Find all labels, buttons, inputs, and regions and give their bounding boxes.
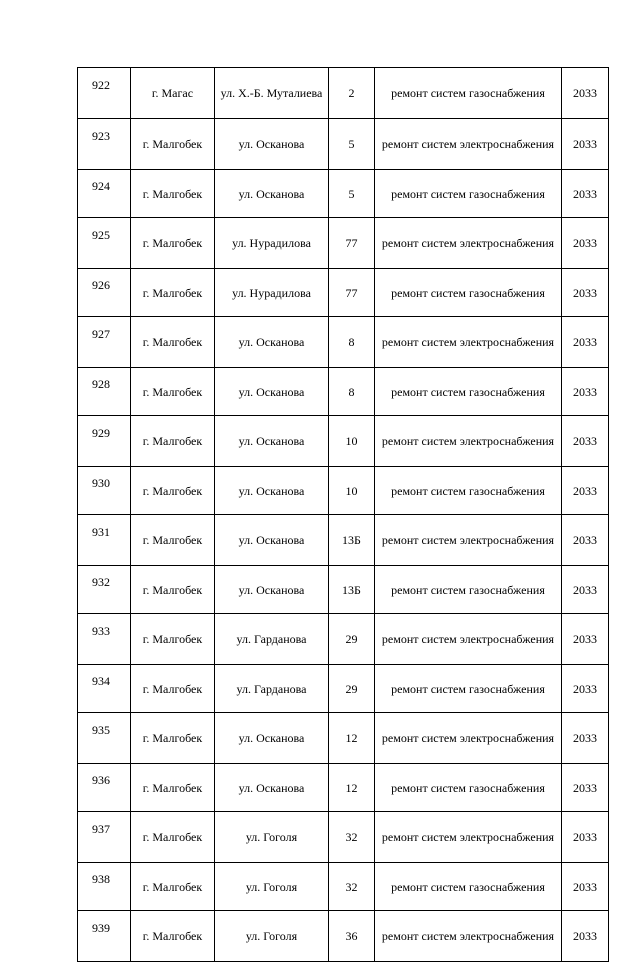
table-row [78,665,609,713]
city-cell: г. Малгобек [131,911,215,962]
house-number-cell: 5 [329,119,375,170]
work-type-cell: ремонт систем газоснабжения [375,863,562,911]
house-number-cell: 13Б [329,566,375,614]
year-cell: 2033 [562,119,609,170]
house-number-cell: 2 [329,68,375,119]
city-cell: г. Малгобек [131,515,215,566]
row-number-cell: 937 [78,812,131,863]
house-number-cell: 12 [329,713,375,764]
table-row [78,764,609,812]
year-cell: 2033 [562,614,609,665]
table-row [78,119,609,170]
table-row [78,218,609,269]
street-cell: ул. Гоголя [215,911,329,962]
table-row [78,368,609,416]
table-row [78,614,609,665]
city-cell: г. Малгобек [131,812,215,863]
work-type-cell: ремонт систем газоснабжения [375,68,562,119]
row-number-cell: 930 [78,467,131,515]
year-cell: 2033 [562,812,609,863]
street-cell: ул. Осканова [215,467,329,515]
work-type-cell: ремонт систем газоснабжения [375,170,562,218]
year-cell: 2033 [562,863,609,911]
table-row [78,269,609,317]
city-cell: г. Малгобек [131,119,215,170]
city-cell: г. Магас [131,68,215,119]
street-cell: ул. Осканова [215,170,329,218]
row-number-cell: 924 [78,170,131,218]
city-cell: г. Малгобек [131,317,215,368]
house-number-cell: 77 [329,218,375,269]
row-number-cell: 928 [78,368,131,416]
street-cell: ул. Гарданова [215,665,329,713]
work-type-cell: ремонт систем электроснабжения [375,416,562,467]
house-number-cell: 12 [329,764,375,812]
street-cell: ул. Осканова [215,764,329,812]
street-cell: ул. Осканова [215,566,329,614]
row-number-cell: 929 [78,416,131,467]
work-type-cell: ремонт систем газоснабжения [375,566,562,614]
work-type-cell: ремонт систем электроснабжения [375,911,562,962]
work-type-cell: ремонт систем электроснабжения [375,713,562,764]
city-cell: г. Малгобек [131,170,215,218]
house-number-cell: 32 [329,863,375,911]
year-cell: 2033 [562,218,609,269]
city-cell: г. Малгобек [131,269,215,317]
street-cell: ул. Гарданова [215,614,329,665]
table-row [78,713,609,764]
row-number-cell: 938 [78,863,131,911]
year-cell: 2033 [562,515,609,566]
work-type-cell: ремонт систем газоснабжения [375,764,562,812]
row-number-cell: 922 [78,68,131,119]
work-type-cell: ремонт систем электроснабжения [375,218,562,269]
street-cell: ул. Осканова [215,119,329,170]
work-type-cell: ремонт систем электроснабжения [375,317,562,368]
row-number-cell: 932 [78,566,131,614]
year-cell: 2033 [562,416,609,467]
row-number-cell: 926 [78,269,131,317]
table-body [78,68,609,962]
row-number-cell: 935 [78,713,131,764]
table-row [78,515,609,566]
city-cell: г. Малгобек [131,368,215,416]
house-number-cell: 8 [329,368,375,416]
house-number-cell: 8 [329,317,375,368]
work-type-cell: ремонт систем газоснабжения [375,665,562,713]
street-cell: ул. Осканова [215,515,329,566]
city-cell: г. Малгобек [131,614,215,665]
year-cell: 2033 [562,764,609,812]
street-cell: ул. Х.-Б. Муталиева [215,68,329,119]
street-cell: ул. Нурадилова [215,269,329,317]
row-number-cell: 931 [78,515,131,566]
year-cell: 2033 [562,170,609,218]
work-type-cell: ремонт систем газоснабжения [375,467,562,515]
street-cell: ул. Гоголя [215,863,329,911]
work-type-cell: ремонт систем газоснабжения [375,269,562,317]
row-number-cell: 933 [78,614,131,665]
year-cell: 2033 [562,911,609,962]
table-row [78,812,609,863]
table-row [78,170,609,218]
city-cell: г. Малгобек [131,764,215,812]
year-cell: 2033 [562,269,609,317]
year-cell: 2033 [562,368,609,416]
work-type-cell: ремонт систем электроснабжения [375,119,562,170]
row-number-cell: 939 [78,911,131,962]
city-cell: г. Малгобек [131,863,215,911]
house-number-cell: 10 [329,416,375,467]
row-number-cell: 923 [78,119,131,170]
city-cell: г. Малгобек [131,713,215,764]
work-type-cell: ремонт систем газоснабжения [375,368,562,416]
row-number-cell: 925 [78,218,131,269]
year-cell: 2033 [562,467,609,515]
city-cell: г. Малгобек [131,416,215,467]
year-cell: 2033 [562,665,609,713]
city-cell: г. Малгобек [131,467,215,515]
work-type-cell: ремонт систем электроснабжения [375,515,562,566]
city-cell: г. Малгобек [131,566,215,614]
table-row [78,317,609,368]
house-number-cell: 10 [329,467,375,515]
table-row [78,911,609,962]
table-row [78,863,609,911]
year-cell: 2033 [562,566,609,614]
table-row [78,416,609,467]
house-number-cell: 32 [329,812,375,863]
year-cell: 2033 [562,68,609,119]
row-number-cell: 927 [78,317,131,368]
row-number-cell: 936 [78,764,131,812]
row-number-cell: 934 [78,665,131,713]
city-cell: г. Малгобек [131,665,215,713]
year-cell: 2033 [562,317,609,368]
repair-schedule-table [77,67,609,962]
work-type-cell: ремонт систем электроснабжения [375,614,562,665]
street-cell: ул. Гоголя [215,812,329,863]
house-number-cell: 29 [329,665,375,713]
house-number-cell: 36 [329,911,375,962]
street-cell: ул. Осканова [215,713,329,764]
house-number-cell: 5 [329,170,375,218]
street-cell: ул. Нурадилова [215,218,329,269]
street-cell: ул. Осканова [215,368,329,416]
house-number-cell: 29 [329,614,375,665]
table-row [78,467,609,515]
work-type-cell: ремонт систем электроснабжения [375,812,562,863]
house-number-cell: 77 [329,269,375,317]
table-row [78,566,609,614]
house-number-cell: 13Б [329,515,375,566]
street-cell: ул. Осканова [215,317,329,368]
table-row [78,68,609,119]
street-cell: ул. Осканова [215,416,329,467]
city-cell: г. Малгобек [131,218,215,269]
year-cell: 2033 [562,713,609,764]
